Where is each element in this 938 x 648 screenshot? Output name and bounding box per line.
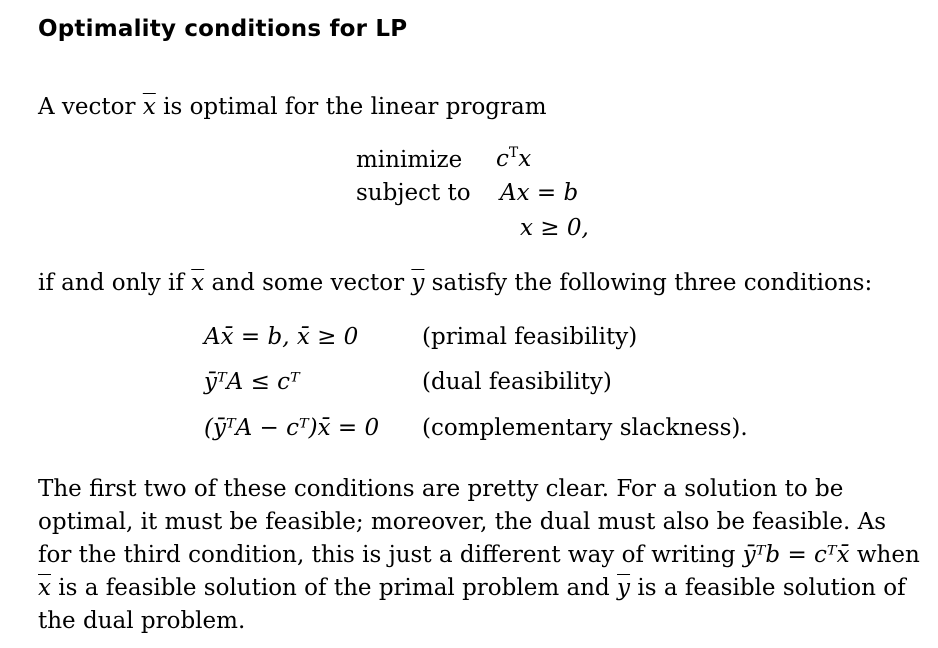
intro-text-2: is optimal for the linear program <box>155 94 547 120</box>
iff-xbar: $\overline{x}$ <box>191 270 205 296</box>
section-title: Optimality conditions for LP <box>38 16 408 42</box>
condition-complementary-label: (complementary slackness). <box>422 415 748 441</box>
condition-primal-label: (primal feasibility) <box>422 324 638 350</box>
lp-objective: $c^Tx$ <box>496 145 532 172</box>
closing-line-5: the dual problem. <box>38 608 246 634</box>
lp-subject-to-label: subject to <box>356 180 471 206</box>
condition-primal-math: Ax̄ = b, x̄ ≥ 0 <box>204 324 359 350</box>
lp-constraint-nonnegativity: x ≥ 0, <box>520 215 589 241</box>
intro-xbar: $\overline{x}$ <box>142 94 156 120</box>
closing-line-2: optimal, it must be feasible; moreover, the dual must also be feasible. As <box>38 509 887 535</box>
closing-line-3: for the third condition, this is just a different way of writing ȳᵀb = cᵀx̄ when <box>38 542 920 568</box>
condition-dual-math: ȳᵀA ≤ cᵀ <box>204 369 300 395</box>
condition-dual-label: (dual feasibility) <box>422 369 612 395</box>
iff-ybar: $\overline{y}$ <box>411 270 425 296</box>
intro-text-1: A vector <box>38 94 143 120</box>
lp-minimize-label: minimize <box>356 147 463 173</box>
closing-line-4: $\overline{x}$ is a feasible solution of the primal problem and $\overline{y}$ is a feasible solution of <box>38 575 906 601</box>
condition-complementary-math: (ȳᵀA − cᵀ)x̄ = 0 <box>204 415 380 441</box>
intro-paragraph <box>38 91 547 124</box>
closing-line-1: The first two of these conditions are pretty clear. For a solution to be <box>38 476 844 502</box>
closing-equation: ȳᵀb = cᵀx̄ <box>742 542 850 568</box>
iff-paragraph: if and only if $\overline{x}$ and some vector $\overline{y}$ satisfy the following three conditions: <box>38 270 873 296</box>
lp-constraint-equality: Ax = b <box>500 180 579 206</box>
